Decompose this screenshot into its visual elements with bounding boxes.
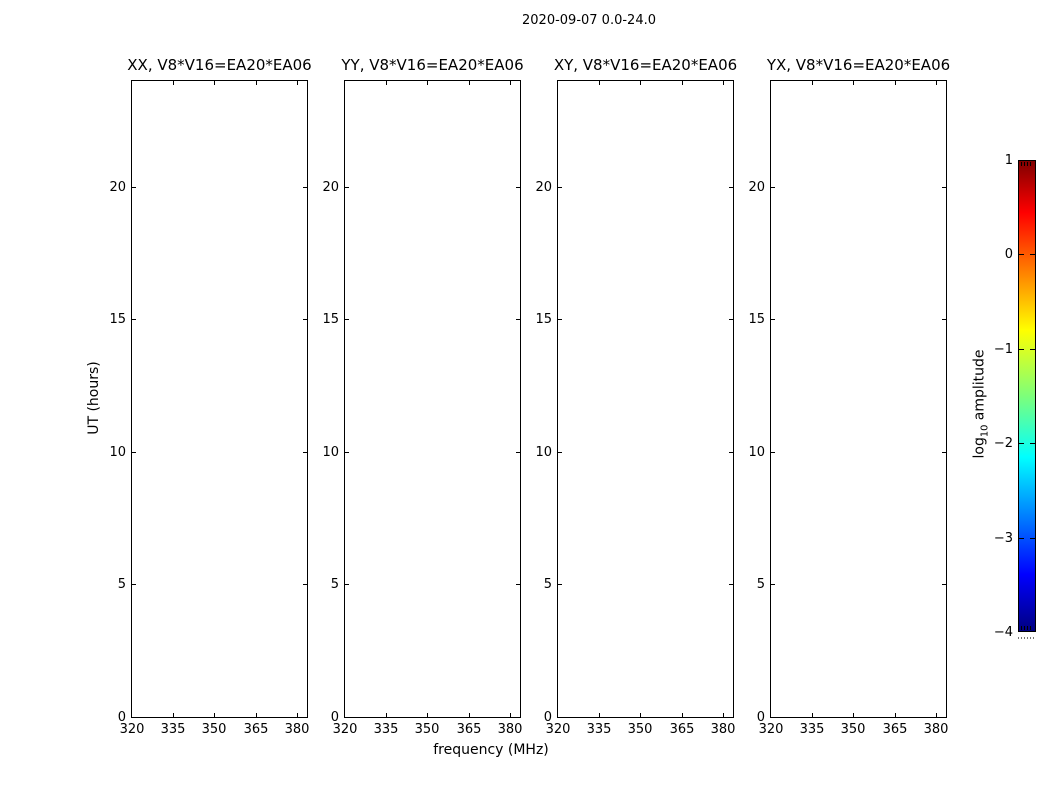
colorbar-tick-label: −1: [993, 342, 1013, 357]
x-tick-label: 380: [923, 722, 949, 737]
x-tick-label: 335: [799, 722, 825, 737]
y-tick-mark-left: [558, 584, 562, 585]
y-tick-label: 10: [748, 445, 765, 460]
x-tick-mark-bottom: [173, 713, 174, 717]
x-tick-mark-top: [297, 81, 298, 85]
x-tick-label: 350: [627, 722, 653, 737]
y-tick-label: 0: [756, 710, 765, 725]
subplot-xy: [535, 0, 738, 800]
colorbar-label-amplitude: amplitude: [971, 349, 988, 425]
x-tick-mark-top: [936, 81, 937, 85]
x-tick-label: 320: [545, 722, 571, 737]
x-tick-label: 335: [373, 722, 399, 737]
x-tick-mark-bottom: [256, 713, 257, 717]
y-tick-mark-left: [345, 584, 349, 585]
colorbar-label-sub10: 10: [979, 424, 991, 438]
x-axis-label: frequency (MHz): [433, 742, 549, 758]
x-tick-label: 380: [710, 722, 736, 737]
colorbar-label-log: log: [971, 437, 988, 459]
colorbar-tick-label: 0: [1004, 247, 1013, 262]
colorbar-tick-mark-right: [1030, 443, 1035, 444]
x-tick-mark-top: [682, 81, 683, 85]
x-tick-mark-top: [812, 81, 813, 85]
colorbar-tick-mark-left: [1019, 538, 1024, 539]
subplot-xx-panel: [131, 80, 308, 718]
subplot-xy-title: XY, V8*V16=EA20*EA06: [553, 56, 738, 74]
x-tick-label: 320: [332, 722, 358, 737]
y-tick-mark-left: [132, 319, 136, 320]
y-tick-label: 15: [109, 312, 126, 327]
x-tick-mark-bottom: [510, 713, 511, 717]
x-tick-label: 335: [160, 722, 186, 737]
x-tick-label: 365: [882, 722, 908, 737]
x-tick-mark-top: [469, 81, 470, 85]
x-tick-mark-bottom: [214, 713, 215, 717]
x-tick-mark-top: [173, 81, 174, 85]
x-tick-mark-top: [214, 81, 215, 85]
x-tick-mark-bottom: [853, 713, 854, 717]
y-tick-label: 5: [543, 577, 552, 592]
y-tick-mark-left: [132, 584, 136, 585]
figure-title: 2020-09-07 0.0-24.0: [522, 13, 656, 28]
x-tick-label: 380: [497, 722, 523, 737]
y-tick-label: 0: [117, 710, 126, 725]
y-tick-mark-right: [942, 452, 946, 453]
subplot-yx-panel: [770, 80, 947, 718]
x-tick-mark-top: [510, 81, 511, 85]
y-tick-label: 5: [117, 577, 126, 592]
subplot-xx: [109, 0, 312, 800]
y-tick-mark-left: [132, 452, 136, 453]
y-tick-label: 20: [322, 180, 339, 195]
subplot-yy-title: YY, V8*V16=EA20*EA06: [341, 56, 524, 74]
colorbar-tick-mark-left: [1019, 349, 1024, 350]
x-tick-mark-top: [853, 81, 854, 85]
colorbar-tick-mark-left: [1019, 443, 1024, 444]
y-tick-label: 5: [756, 577, 765, 592]
subplot-yx: [748, 0, 951, 800]
y-tick-label: 15: [322, 312, 339, 327]
y-tick-mark-left: [771, 319, 775, 320]
y-tick-label: 0: [330, 710, 339, 725]
colorbar-tick-mark-right: [1030, 254, 1035, 255]
colorbar-tick-label: −2: [993, 436, 1013, 451]
y-tick-mark-left: [345, 187, 349, 188]
y-tick-mark-left: [345, 452, 349, 453]
y-tick-mark-left: [558, 319, 562, 320]
y-tick-label: 10: [535, 445, 552, 460]
y-tick-mark-left: [558, 452, 562, 453]
x-tick-mark-bottom: [599, 713, 600, 717]
y-tick-mark-left: [345, 319, 349, 320]
y-tick-label: 15: [748, 312, 765, 327]
x-tick-mark-top: [640, 81, 641, 85]
x-tick-mark-bottom: [297, 713, 298, 717]
y-tick-label: 15: [535, 312, 552, 327]
y-tick-label: 20: [748, 180, 765, 195]
x-tick-label: 335: [586, 722, 612, 737]
x-tick-mark-bottom: [682, 713, 683, 717]
y-tick-mark-left: [558, 187, 562, 188]
x-tick-label: 365: [243, 722, 269, 737]
x-tick-label: 350: [414, 722, 440, 737]
colorbar-top-hatch-marks: [1021, 162, 1033, 166]
y-tick-mark-left: [132, 187, 136, 188]
x-tick-label: 350: [840, 722, 866, 737]
y-tick-label: 20: [109, 180, 126, 195]
x-tick-label: 350: [201, 722, 227, 737]
subplot-xx-title: XX, V8*V16=EA20*EA06: [127, 56, 312, 74]
colorbar-tick-label: −3: [993, 531, 1013, 546]
x-tick-label: 365: [456, 722, 482, 737]
x-tick-mark-top: [599, 81, 600, 85]
y-tick-mark-left: [771, 584, 775, 585]
x-tick-mark-bottom: [895, 713, 896, 717]
x-tick-mark-top: [427, 81, 428, 85]
x-tick-mark-bottom: [936, 713, 937, 717]
colorbar-tick-mark-left: [1019, 254, 1024, 255]
y-tick-label: 10: [322, 445, 339, 460]
colorbar-under-dots: [1018, 637, 1036, 639]
y-axis-label: UT (hours): [86, 361, 102, 435]
x-tick-label: 365: [669, 722, 695, 737]
y-tick-mark-right: [942, 319, 946, 320]
subplot-yy-panel: [344, 80, 521, 718]
colorbar-tick-label: −4: [993, 625, 1013, 640]
x-tick-mark-bottom: [427, 713, 428, 717]
x-tick-label: 320: [119, 722, 145, 737]
x-tick-mark-bottom: [640, 713, 641, 717]
x-tick-label: 380: [284, 722, 310, 737]
x-tick-mark-bottom: [469, 713, 470, 717]
subplot-xy-panel: [557, 80, 734, 718]
y-tick-label: 10: [109, 445, 126, 460]
y-tick-label: 5: [330, 577, 339, 592]
colorbar-tick-mark-right: [1030, 538, 1035, 539]
colorbar-tick-mark-right: [1030, 349, 1035, 350]
x-tick-mark-bottom: [386, 713, 387, 717]
y-tick-label: 0: [543, 710, 552, 725]
x-tick-label: 320: [758, 722, 784, 737]
x-tick-mark-top: [386, 81, 387, 85]
x-tick-mark-top: [723, 81, 724, 85]
colorbar: [971, 153, 1036, 640]
colorbar-gradient: [1018, 160, 1036, 632]
colorbar-bottom-hatch-marks: [1021, 626, 1033, 630]
subplot-yx-title: YX, V8*V16=EA20*EA06: [766, 56, 951, 74]
x-tick-mark-top: [256, 81, 257, 85]
x-tick-mark-top: [895, 81, 896, 85]
colorbar-tick-label: 1: [1004, 153, 1013, 168]
y-tick-mark-left: [771, 452, 775, 453]
x-tick-mark-bottom: [723, 713, 724, 717]
y-tick-mark-right: [942, 584, 946, 585]
y-tick-mark-left: [771, 187, 775, 188]
subplot-yy: [322, 0, 524, 800]
y-tick-label: 20: [535, 180, 552, 195]
x-tick-mark-bottom: [812, 713, 813, 717]
y-tick-mark-right: [942, 187, 946, 188]
